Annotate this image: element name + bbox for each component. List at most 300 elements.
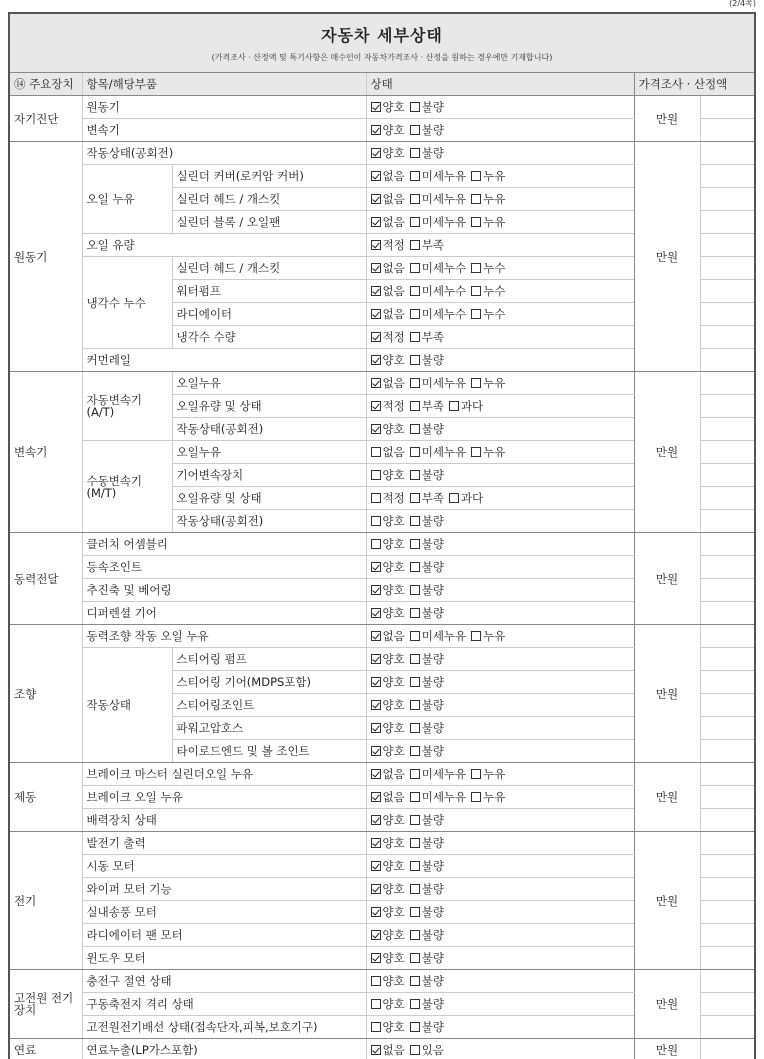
status-option[interactable] — [371, 538, 405, 550]
status-option[interactable] — [371, 354, 405, 366]
checkbox-icon[interactable] — [449, 493, 459, 503]
price-blank[interactable] — [700, 809, 754, 832]
option-label: 양호 — [382, 606, 405, 620]
checkbox-icon[interactable] — [371, 286, 381, 296]
status-option[interactable] — [371, 1021, 405, 1033]
price-blank[interactable] — [700, 671, 754, 694]
checkbox-icon[interactable] — [371, 585, 381, 595]
group-name: 고전원 전기장치 — [10, 970, 82, 1039]
checkbox-icon[interactable] — [471, 194, 481, 204]
status-cell — [366, 579, 634, 602]
status-option[interactable] — [371, 101, 405, 113]
status-option[interactable] — [371, 331, 405, 343]
checkbox-icon[interactable] — [371, 424, 381, 434]
status-option[interactable] — [371, 791, 405, 803]
table-row — [10, 1039, 754, 1059]
status-option[interactable] — [410, 515, 444, 527]
status-cell — [366, 947, 634, 970]
item-name: 기어변속장치 — [172, 464, 366, 487]
checkbox-icon[interactable] — [410, 539, 420, 549]
price-blank[interactable] — [700, 303, 754, 326]
status-option[interactable] — [371, 239, 405, 251]
checkbox-icon[interactable] — [371, 102, 381, 112]
status-option[interactable] — [410, 607, 444, 619]
item-name: 등속조인트 — [82, 556, 366, 579]
status-option[interactable] — [371, 170, 405, 182]
status-option[interactable] — [471, 216, 505, 228]
status-option[interactable] — [410, 860, 444, 872]
option-label: 없음 — [382, 767, 405, 781]
price-blank[interactable] — [700, 326, 754, 349]
price-blank[interactable] — [700, 533, 754, 556]
checkbox-icon[interactable] — [410, 148, 420, 158]
item-name: 배력장치 상태 — [82, 809, 366, 832]
checkbox-icon[interactable] — [410, 654, 420, 664]
status-option[interactable] — [410, 170, 466, 182]
checkbox-icon[interactable] — [371, 378, 381, 388]
checkbox-icon[interactable] — [410, 378, 420, 388]
checkbox-icon[interactable] — [410, 953, 420, 963]
checkbox-icon[interactable] — [371, 1022, 381, 1032]
status-option[interactable] — [410, 216, 466, 228]
status-option[interactable] — [371, 584, 405, 596]
status-cell — [366, 326, 634, 349]
option-label: 양호 — [382, 100, 405, 114]
price-blank[interactable] — [700, 441, 754, 464]
status-option[interactable] — [410, 538, 444, 550]
status-option[interactable] — [371, 216, 405, 228]
option-label: 양호 — [382, 123, 405, 137]
status-option[interactable] — [410, 492, 444, 504]
status-option[interactable] — [410, 285, 466, 297]
status-option[interactable] — [371, 193, 405, 205]
price-blank[interactable] — [700, 257, 754, 280]
checkbox-icon[interactable] — [371, 976, 381, 986]
checkbox-icon[interactable] — [410, 838, 420, 848]
checkbox-icon[interactable] — [410, 309, 420, 319]
status-option[interactable] — [371, 1044, 405, 1056]
status-cell — [366, 993, 634, 1016]
checkbox-icon[interactable] — [410, 723, 420, 733]
price-blank[interactable] — [700, 510, 754, 533]
header-item: 항목/해당부품 — [82, 73, 366, 96]
status-cell — [366, 234, 634, 257]
status-option[interactable] — [471, 193, 505, 205]
status-option[interactable] — [471, 768, 505, 780]
price-blank[interactable] — [700, 211, 754, 234]
option-label: 미세누유 — [421, 629, 467, 643]
status-option[interactable] — [410, 676, 444, 688]
checkbox-icon[interactable] — [410, 286, 420, 296]
item-name: 라디에이터 — [172, 303, 366, 326]
status-option[interactable] — [410, 998, 444, 1010]
status-option[interactable] — [371, 469, 405, 481]
item-name: 실린더 헤드 / 개스킷 — [172, 188, 366, 211]
status-option[interactable] — [410, 630, 466, 642]
status-option[interactable] — [410, 745, 444, 757]
checkbox-icon[interactable] — [471, 263, 481, 273]
checkbox-icon[interactable] — [410, 493, 420, 503]
status-option[interactable] — [371, 630, 405, 642]
price-blank[interactable] — [700, 1039, 754, 1059]
checkbox-icon[interactable] — [371, 723, 381, 733]
item-name: 스티어링 펌프 — [172, 648, 366, 671]
status-option[interactable] — [410, 837, 444, 849]
option-label: 불량 — [421, 859, 444, 873]
status-option[interactable] — [410, 929, 444, 941]
group-name: 변속기 — [10, 372, 82, 533]
status-cell — [366, 1039, 634, 1059]
checkbox-icon[interactable] — [410, 355, 420, 365]
option-label: 미세누유 — [421, 215, 467, 229]
checkbox-icon[interactable] — [471, 792, 481, 802]
option-label: 누수 — [483, 307, 506, 321]
checkbox-icon[interactable] — [410, 401, 420, 411]
status-option[interactable] — [410, 469, 444, 481]
price-unit: 만원 — [634, 1039, 700, 1059]
checkbox-icon[interactable] — [371, 792, 381, 802]
checkbox-icon[interactable] — [410, 102, 420, 112]
price-blank[interactable] — [700, 165, 754, 188]
status-cell — [366, 487, 634, 510]
item-name: 오일유량 및 상태 — [172, 487, 366, 510]
checkbox-icon[interactable] — [471, 769, 481, 779]
checkbox-icon[interactable] — [410, 999, 420, 1009]
checkbox-icon[interactable] — [371, 746, 381, 756]
checkbox-icon[interactable] — [371, 907, 381, 917]
status-option[interactable] — [371, 699, 405, 711]
status-option[interactable] — [471, 170, 505, 182]
status-cell — [366, 786, 634, 809]
status-option[interactable] — [371, 561, 405, 573]
status-option[interactable] — [471, 262, 505, 274]
price-blank[interactable] — [700, 418, 754, 441]
item-name: 스티어링조인트 — [172, 694, 366, 717]
checkbox-icon[interactable] — [371, 838, 381, 848]
checkbox-icon[interactable] — [410, 470, 420, 480]
status-option[interactable] — [410, 906, 444, 918]
status-option[interactable] — [410, 423, 444, 435]
price-blank[interactable] — [700, 901, 754, 924]
group-name: 자기진단 — [10, 96, 82, 142]
table-row — [10, 142, 754, 165]
checkbox-icon[interactable] — [371, 217, 381, 227]
checkbox-icon[interactable] — [371, 493, 381, 503]
status-option[interactable] — [410, 147, 444, 159]
item-name: 파워고압호스 — [172, 717, 366, 740]
price-blank[interactable] — [700, 740, 754, 763]
checkbox-icon[interactable] — [410, 677, 420, 687]
checkbox-icon[interactable] — [410, 171, 420, 181]
price-blank[interactable] — [700, 625, 754, 648]
status-option[interactable] — [371, 883, 405, 895]
status-option[interactable] — [371, 814, 405, 826]
status-option[interactable] — [410, 331, 444, 343]
price-blank[interactable] — [700, 717, 754, 740]
status-option[interactable] — [410, 699, 444, 711]
status-option[interactable] — [449, 492, 483, 504]
price-blank[interactable] — [700, 786, 754, 809]
status-option[interactable] — [410, 193, 466, 205]
status-option[interactable] — [371, 377, 405, 389]
checkbox-icon[interactable] — [410, 631, 420, 641]
price-blank[interactable] — [700, 878, 754, 901]
status-option[interactable] — [471, 285, 505, 297]
checkbox-icon[interactable] — [410, 125, 420, 135]
checkbox-icon[interactable] — [371, 539, 381, 549]
checkbox-icon[interactable] — [371, 884, 381, 894]
checkbox-icon[interactable] — [371, 263, 381, 273]
checkbox-icon[interactable] — [371, 1045, 381, 1055]
price-blank[interactable] — [700, 119, 754, 142]
status-option[interactable] — [410, 561, 444, 573]
item-name: 발전기 출력 — [82, 832, 366, 855]
status-option[interactable] — [371, 492, 405, 504]
status-option[interactable] — [410, 400, 444, 412]
status-option[interactable] — [410, 239, 444, 251]
price-unit: 만원 — [634, 970, 700, 1039]
status-option[interactable] — [410, 653, 444, 665]
checkbox-icon[interactable] — [371, 194, 381, 204]
status-option[interactable] — [410, 814, 444, 826]
status-option[interactable] — [371, 515, 405, 527]
checkbox-icon[interactable] — [410, 424, 420, 434]
checkbox-icon[interactable] — [371, 769, 381, 779]
status-option[interactable] — [471, 308, 505, 320]
checkbox-icon[interactable] — [410, 608, 420, 618]
checkbox-icon[interactable] — [371, 447, 381, 457]
price-blank[interactable] — [700, 280, 754, 303]
item-name: 스티어링 기어(MDPS포함) — [172, 671, 366, 694]
subgroup-name: 수동변속기 (M/T) — [82, 441, 172, 533]
checkbox-icon[interactable] — [410, 1022, 420, 1032]
price-blank[interactable] — [700, 694, 754, 717]
status-option[interactable] — [371, 423, 405, 435]
option-label: 불량 — [421, 997, 444, 1011]
checkbox-icon[interactable] — [410, 585, 420, 595]
status-option[interactable] — [471, 791, 505, 803]
price-blank[interactable] — [700, 1016, 754, 1039]
checkbox-icon[interactable] — [410, 447, 420, 457]
status-option[interactable] — [410, 584, 444, 596]
price-blank[interactable] — [700, 648, 754, 671]
status-option[interactable] — [471, 377, 505, 389]
option-label: 없음 — [382, 215, 405, 229]
status-option[interactable] — [371, 607, 405, 619]
price-blank[interactable] — [700, 142, 754, 165]
status-option[interactable] — [371, 745, 405, 757]
status-option[interactable] — [410, 1021, 444, 1033]
status-option[interactable] — [371, 975, 405, 987]
checkbox-icon[interactable] — [371, 240, 381, 250]
status-option[interactable] — [471, 446, 505, 458]
price-blank[interactable] — [700, 579, 754, 602]
checkbox-icon[interactable] — [371, 677, 381, 687]
group-name: 조향 — [10, 625, 82, 763]
option-label: 양호 — [382, 468, 405, 482]
checkbox-icon[interactable] — [410, 263, 420, 273]
status-option[interactable] — [410, 101, 444, 113]
checkbox-icon[interactable] — [410, 861, 420, 871]
checkbox-icon[interactable] — [471, 447, 481, 457]
price-blank[interactable] — [700, 372, 754, 395]
price-blank[interactable] — [700, 947, 754, 970]
status-option[interactable] — [471, 630, 505, 642]
checkbox-icon[interactable] — [371, 470, 381, 480]
option-label: 불량 — [421, 606, 444, 620]
checkbox-icon[interactable] — [371, 700, 381, 710]
price-blank[interactable] — [700, 855, 754, 878]
price-blank[interactable] — [700, 349, 754, 372]
status-option[interactable] — [371, 262, 405, 274]
status-option[interactable] — [449, 400, 483, 412]
checkbox-icon[interactable] — [410, 194, 420, 204]
option-label: 과다 — [460, 491, 484, 505]
checkbox-icon[interactable] — [471, 171, 481, 181]
option-label: 양호 — [382, 1020, 405, 1034]
status-option[interactable] — [371, 285, 405, 297]
price-blank[interactable] — [700, 602, 754, 625]
status-option[interactable] — [371, 860, 405, 872]
option-label: 불량 — [421, 468, 444, 482]
status-option[interactable] — [410, 124, 444, 136]
status-option[interactable] — [371, 998, 405, 1010]
status-option[interactable] — [410, 722, 444, 734]
checkbox-icon[interactable] — [410, 700, 420, 710]
header-price: 가격조사 · 산정액 — [634, 73, 754, 96]
status-option[interactable] — [371, 124, 405, 136]
checkbox-icon[interactable] — [371, 930, 381, 940]
status-option[interactable] — [410, 791, 466, 803]
checkbox-icon[interactable] — [410, 332, 420, 342]
checkbox-icon[interactable] — [471, 217, 481, 227]
option-label: 양호 — [382, 146, 405, 160]
checkbox-icon[interactable] — [410, 562, 420, 572]
status-option[interactable] — [410, 354, 444, 366]
item-name: 커먼레일 — [82, 349, 366, 372]
price-blank[interactable] — [700, 556, 754, 579]
checkbox-icon[interactable] — [371, 401, 381, 411]
status-option[interactable] — [371, 446, 405, 458]
price-blank[interactable] — [700, 188, 754, 211]
status-cell — [366, 372, 634, 395]
status-option[interactable] — [410, 952, 444, 964]
status-cell — [366, 740, 634, 763]
checkbox-icon[interactable] — [371, 355, 381, 365]
checkbox-icon[interactable] — [371, 631, 381, 641]
price-blank[interactable] — [700, 234, 754, 257]
group-name: 제동 — [10, 763, 82, 832]
status-option[interactable] — [410, 446, 466, 458]
option-label: 부족 — [421, 491, 444, 505]
status-option[interactable] — [371, 147, 405, 159]
price-blank[interactable] — [700, 993, 754, 1016]
status-option[interactable] — [371, 676, 405, 688]
status-option[interactable] — [410, 377, 466, 389]
checkbox-icon[interactable] — [371, 309, 381, 319]
status-option[interactable] — [410, 308, 466, 320]
price-blank[interactable] — [700, 763, 754, 786]
status-cell — [366, 924, 634, 947]
option-label: 없음 — [382, 376, 405, 390]
price-blank[interactable] — [700, 970, 754, 993]
checkbox-icon[interactable] — [410, 815, 420, 825]
checkbox-icon[interactable] — [471, 286, 481, 296]
checkbox-icon[interactable] — [449, 401, 459, 411]
checkbox-icon[interactable] — [471, 378, 481, 388]
price-blank[interactable] — [700, 395, 754, 418]
checkbox-icon[interactable] — [471, 309, 481, 319]
checkbox-icon[interactable] — [471, 631, 481, 641]
price-blank[interactable] — [700, 924, 754, 947]
status-option[interactable] — [371, 768, 405, 780]
checkbox-icon[interactable] — [371, 148, 381, 158]
status-option[interactable] — [410, 975, 444, 987]
price-blank[interactable] — [700, 96, 754, 119]
checkbox-icon[interactable] — [371, 171, 381, 181]
checkbox-icon[interactable] — [410, 884, 420, 894]
option-label: 미세누수 — [421, 307, 467, 321]
option-label: 없음 — [382, 629, 405, 643]
status-option[interactable] — [410, 1044, 444, 1056]
item-name: 오일유량 및 상태 — [172, 395, 366, 418]
option-label: 미세누유 — [421, 445, 467, 459]
checkbox-icon[interactable] — [371, 953, 381, 963]
option-label: 불량 — [421, 353, 444, 367]
checkbox-icon[interactable] — [371, 125, 381, 135]
checkbox-icon[interactable] — [371, 654, 381, 664]
checkbox-icon[interactable] — [410, 516, 420, 526]
checkbox-icon[interactable] — [371, 608, 381, 618]
checkbox-icon[interactable] — [410, 930, 420, 940]
item-name: 타이로드엔드 및 볼 조인트 — [172, 740, 366, 763]
status-option[interactable] — [410, 262, 466, 274]
checkbox-icon[interactable] — [371, 999, 381, 1009]
checkbox-icon[interactable] — [410, 792, 420, 802]
status-cell — [366, 970, 634, 993]
checkbox-icon[interactable] — [410, 746, 420, 756]
checkbox-icon[interactable] — [371, 332, 381, 342]
price-blank[interactable] — [700, 487, 754, 510]
status-cell — [366, 717, 634, 740]
checkbox-icon[interactable] — [410, 769, 420, 779]
status-option[interactable] — [371, 653, 405, 665]
option-label: 누유 — [483, 169, 506, 183]
checkbox-icon[interactable] — [371, 815, 381, 825]
checkbox-icon[interactable] — [410, 976, 420, 986]
status-option[interactable] — [371, 929, 405, 941]
checkbox-icon[interactable] — [410, 240, 420, 250]
status-option[interactable] — [410, 883, 444, 895]
checkbox-icon[interactable] — [410, 907, 420, 917]
checkbox-icon[interactable] — [371, 861, 381, 871]
status-option[interactable] — [410, 768, 466, 780]
status-option[interactable] — [371, 837, 405, 849]
status-option[interactable] — [371, 906, 405, 918]
checkbox-icon[interactable] — [371, 562, 381, 572]
checkbox-icon[interactable] — [410, 217, 420, 227]
checkbox-icon[interactable] — [371, 516, 381, 526]
price-blank[interactable] — [700, 832, 754, 855]
status-option[interactable] — [371, 400, 405, 412]
option-label: 적정 — [382, 399, 405, 413]
status-option[interactable] — [371, 722, 405, 734]
checkbox-icon[interactable] — [410, 1045, 420, 1055]
status-option[interactable] — [371, 952, 405, 964]
status-cell — [366, 280, 634, 303]
price-blank[interactable] — [700, 464, 754, 487]
status-option[interactable] — [371, 308, 405, 320]
